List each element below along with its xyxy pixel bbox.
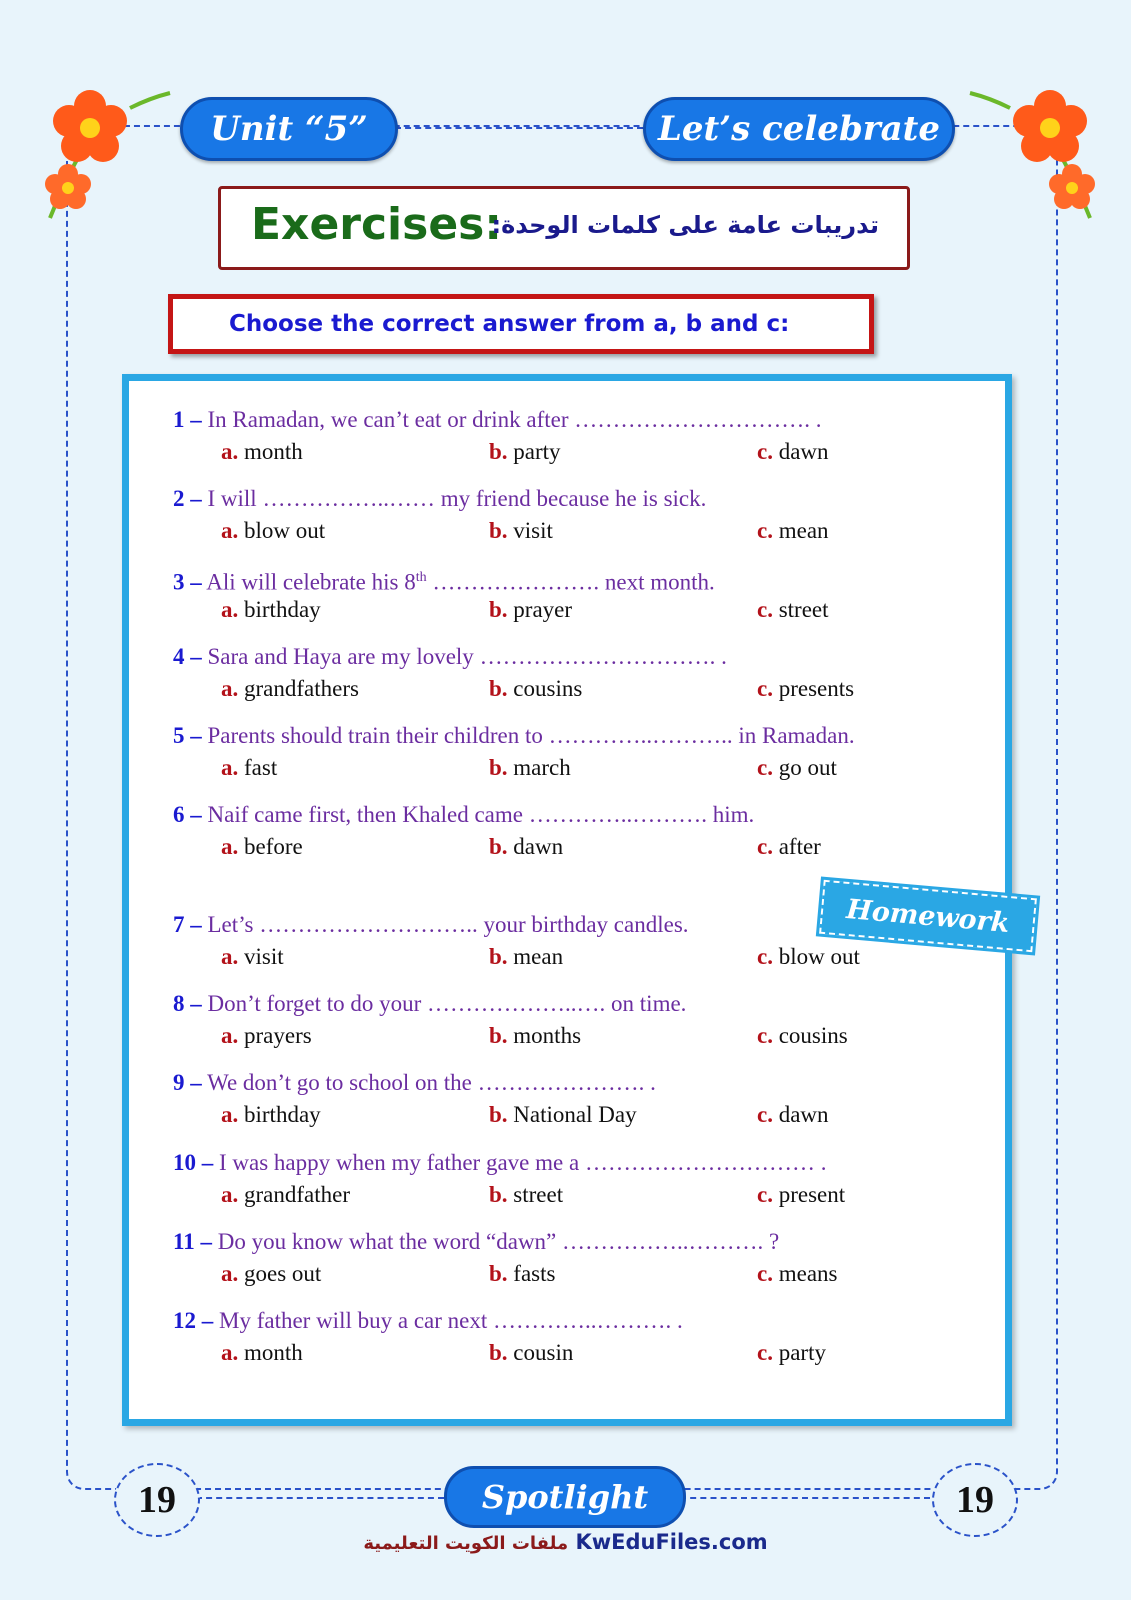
option-letter: a. bbox=[221, 1261, 239, 1286]
answer-blank[interactable]: …………………………. . bbox=[574, 407, 822, 432]
options-row bbox=[173, 834, 973, 868]
option-a[interactable] bbox=[221, 755, 277, 781]
option-letter: c. bbox=[757, 755, 773, 780]
option-b[interactable] bbox=[489, 439, 561, 465]
option-letter: c. bbox=[757, 597, 773, 622]
option-text: birthday bbox=[244, 597, 321, 622]
question-number: 2 – bbox=[173, 486, 202, 511]
option-text: cousins bbox=[513, 676, 583, 701]
footer-divider-right bbox=[680, 1497, 930, 1499]
answer-blank[interactable]: …………………. bbox=[426, 569, 605, 595]
question-text bbox=[173, 1227, 973, 1257]
options-row bbox=[173, 1340, 973, 1374]
option-text: mean bbox=[778, 518, 829, 543]
answer-blank[interactable]: ……………………….. bbox=[259, 912, 484, 937]
option-letter: b. bbox=[489, 676, 508, 701]
option-letter: b. bbox=[489, 518, 508, 543]
question-stem: My father will buy a car next bbox=[213, 1308, 493, 1333]
option-b[interactable] bbox=[489, 1340, 573, 1366]
question-stem: Let’s bbox=[201, 912, 260, 937]
option-b[interactable] bbox=[489, 1182, 563, 1208]
question-number: 5 – bbox=[173, 723, 202, 748]
option-text: means bbox=[778, 1261, 838, 1286]
answer-blank[interactable]: …………………. . bbox=[477, 1070, 656, 1095]
option-letter: b. bbox=[489, 439, 508, 464]
option-a[interactable] bbox=[221, 597, 321, 623]
question-stem-end: in Ramadan. bbox=[738, 723, 855, 748]
option-letter: c. bbox=[757, 834, 773, 859]
option-text: party bbox=[778, 1340, 826, 1365]
option-text: before bbox=[244, 834, 303, 859]
options-row bbox=[173, 1182, 973, 1216]
option-letter: c. bbox=[757, 676, 773, 701]
option-letter: a. bbox=[221, 518, 239, 543]
options-row bbox=[173, 518, 973, 552]
flower-decoration-right-icon bbox=[960, 78, 1110, 228]
option-b[interactable] bbox=[489, 1261, 555, 1287]
option-text: dawn bbox=[778, 1102, 829, 1127]
question-number: 7 – bbox=[173, 912, 202, 937]
question-text bbox=[173, 721, 973, 751]
option-c[interactable] bbox=[757, 1182, 845, 1208]
option-letter: c. bbox=[757, 1261, 773, 1286]
option-text: prayer bbox=[513, 597, 573, 622]
option-a[interactable] bbox=[221, 1023, 312, 1049]
option-letter: a. bbox=[221, 944, 239, 969]
footer-site-arabic: ملفات الكويت التعليمية bbox=[363, 1533, 569, 1554]
option-text: month bbox=[244, 1340, 303, 1365]
option-text: dawn bbox=[513, 834, 564, 859]
option-text: National Day bbox=[513, 1102, 637, 1127]
option-text: goes out bbox=[244, 1261, 322, 1286]
question-stem-end: your birthday candles. bbox=[483, 912, 689, 937]
option-text: visit bbox=[244, 944, 284, 969]
option-a[interactable] bbox=[221, 1261, 321, 1287]
question-item bbox=[173, 1148, 973, 1216]
option-c[interactable] bbox=[757, 597, 829, 623]
question-item bbox=[173, 405, 973, 473]
option-b[interactable] bbox=[489, 944, 563, 970]
unit-label: Unit “5” bbox=[180, 97, 398, 161]
option-letter: c. bbox=[757, 1102, 773, 1127]
option-c[interactable] bbox=[757, 1261, 837, 1287]
question-item bbox=[173, 484, 973, 552]
option-letter: b. bbox=[489, 1261, 508, 1286]
option-a[interactable] bbox=[221, 1340, 303, 1366]
question-number: 9 – bbox=[173, 1070, 202, 1095]
question-text bbox=[173, 1306, 973, 1336]
options-row bbox=[173, 1023, 973, 1057]
question-item bbox=[173, 642, 973, 710]
options-row bbox=[173, 676, 973, 710]
option-letter: c. bbox=[757, 439, 773, 464]
option-text: grandfathers bbox=[244, 676, 359, 701]
footer-site[interactable] bbox=[0, 1530, 1131, 1554]
question-text bbox=[173, 1148, 973, 1178]
option-b[interactable] bbox=[489, 755, 571, 781]
question-stem-end: him. bbox=[712, 802, 755, 827]
option-text: fast bbox=[244, 755, 278, 780]
question-number: 10 – bbox=[173, 1150, 214, 1175]
question-stem-end: next month. bbox=[604, 569, 715, 595]
option-letter: b. bbox=[489, 597, 508, 622]
question-text bbox=[173, 642, 973, 672]
option-c[interactable] bbox=[757, 1102, 829, 1128]
option-b[interactable] bbox=[489, 597, 572, 623]
option-text: prayers bbox=[244, 1023, 312, 1048]
ordinal-suffix: th bbox=[415, 570, 427, 585]
option-b[interactable] bbox=[489, 518, 553, 544]
question-number: 6 – bbox=[173, 802, 202, 827]
question-item bbox=[173, 563, 973, 631]
option-letter: b. bbox=[489, 1340, 508, 1365]
option-letter: a. bbox=[221, 1102, 239, 1127]
option-letter: a. bbox=[221, 1340, 239, 1365]
question-item bbox=[173, 1227, 973, 1295]
homework-badge: Homework bbox=[819, 880, 1037, 952]
question-number: 11 – bbox=[173, 1229, 212, 1254]
question-stem: Do you know what the word “dawn” bbox=[211, 1229, 563, 1254]
option-letter: b. bbox=[489, 1023, 508, 1048]
option-letter: b. bbox=[489, 834, 508, 859]
flower-decoration-left-icon bbox=[30, 78, 180, 228]
question-text bbox=[173, 405, 973, 435]
option-text: mean bbox=[513, 944, 564, 969]
footer-site-url[interactable]: KwEduFiles.com bbox=[575, 1530, 768, 1554]
question-stem: Sara and Haya are my lovely bbox=[201, 644, 480, 669]
question-item bbox=[173, 989, 973, 1057]
footer-divider-left bbox=[196, 1497, 444, 1499]
answer-blank[interactable]: ……………..………. ? bbox=[562, 1229, 780, 1254]
question-text bbox=[173, 1068, 973, 1098]
question-stem: Don’t forget to do your bbox=[201, 991, 428, 1016]
option-c[interactable] bbox=[757, 834, 821, 860]
option-text: blow out bbox=[778, 944, 860, 969]
answer-blank[interactable]: ……………..…… bbox=[262, 486, 441, 511]
option-letter: a. bbox=[221, 439, 239, 464]
option-text: visit bbox=[513, 518, 553, 543]
header-divider bbox=[395, 127, 643, 129]
option-text: dawn bbox=[778, 439, 829, 464]
question-number: 4 – bbox=[173, 644, 202, 669]
question-text bbox=[173, 800, 973, 830]
answer-blank[interactable]: ………………..…. bbox=[427, 991, 612, 1016]
option-text: blow out bbox=[244, 518, 326, 543]
option-c[interactable] bbox=[757, 1023, 848, 1049]
question-stem: I was happy when my father gave me a bbox=[213, 1150, 585, 1175]
question-item bbox=[173, 1306, 973, 1374]
option-text: grandfather bbox=[244, 1182, 350, 1207]
option-letter: a. bbox=[221, 597, 239, 622]
question-number: 3 – bbox=[173, 569, 202, 595]
answer-blank[interactable]: ………………………… . bbox=[584, 1150, 827, 1175]
question-number: 1 – bbox=[173, 407, 202, 432]
option-b[interactable] bbox=[489, 834, 563, 860]
option-c[interactable] bbox=[757, 1340, 826, 1366]
question-stem: Naif came first, then Khaled came bbox=[201, 802, 529, 827]
question-item bbox=[173, 1068, 973, 1136]
question-item bbox=[173, 800, 973, 868]
instruction-text: Choose the correct answer from a, b and c: bbox=[229, 311, 790, 337]
option-letter: a. bbox=[221, 755, 239, 780]
option-text: party bbox=[513, 439, 561, 464]
option-b[interactable] bbox=[489, 1023, 581, 1049]
option-letter: b. bbox=[489, 1182, 508, 1207]
option-text: presents bbox=[778, 676, 855, 701]
options-row bbox=[173, 1102, 973, 1136]
question-stem: Parents should train their children to bbox=[201, 723, 549, 748]
exercises-title: Exercises: bbox=[251, 199, 502, 250]
page-number-right: 19 bbox=[932, 1463, 1018, 1537]
option-text: month bbox=[244, 439, 303, 464]
options-row bbox=[173, 439, 973, 473]
page-number-left: 19 bbox=[114, 1463, 200, 1537]
options-row bbox=[173, 1261, 973, 1295]
question-text bbox=[173, 484, 973, 514]
option-letter: b. bbox=[489, 1102, 508, 1127]
option-letter: c. bbox=[757, 944, 773, 969]
option-letter: a. bbox=[221, 1023, 239, 1048]
option-c[interactable] bbox=[757, 676, 854, 702]
question-stem: In Ramadan, we can’t eat or drink after bbox=[201, 407, 575, 432]
option-b[interactable] bbox=[489, 676, 582, 702]
option-letter: b. bbox=[489, 755, 508, 780]
option-c[interactable] bbox=[757, 755, 837, 781]
option-text: birthday bbox=[244, 1102, 321, 1127]
question-stem-end: my friend because he is sick. bbox=[440, 486, 707, 511]
question-item bbox=[173, 721, 973, 789]
option-letter: c. bbox=[757, 1023, 773, 1048]
option-text: after bbox=[778, 834, 821, 859]
question-text bbox=[173, 563, 973, 593]
option-a[interactable] bbox=[221, 518, 325, 544]
answer-blank[interactable]: …………..………. . bbox=[493, 1308, 683, 1333]
question-stem: We don’t go to school on the bbox=[201, 1070, 478, 1095]
option-text: months bbox=[513, 1023, 582, 1048]
option-letter: b. bbox=[489, 944, 508, 969]
option-a[interactable] bbox=[221, 1102, 321, 1128]
option-a[interactable] bbox=[221, 1182, 350, 1208]
option-b[interactable] bbox=[489, 1102, 637, 1128]
option-text: street bbox=[513, 1182, 564, 1207]
option-text: cousin bbox=[513, 1340, 574, 1365]
option-letter: a. bbox=[221, 834, 239, 859]
option-text: street bbox=[778, 597, 829, 622]
option-a[interactable] bbox=[221, 676, 359, 702]
option-letter: a. bbox=[221, 676, 239, 701]
question-stem-end: on time. bbox=[611, 991, 687, 1016]
option-text: march bbox=[513, 755, 571, 780]
option-text: present bbox=[778, 1182, 846, 1207]
question-text bbox=[173, 989, 973, 1019]
option-a[interactable] bbox=[221, 439, 303, 465]
options-row bbox=[173, 597, 973, 631]
question-number: 12 – bbox=[173, 1308, 214, 1333]
exercises-arabic-title: تدريبات عامة على كلمات الوحدة: bbox=[491, 211, 879, 239]
option-text: fasts bbox=[513, 1261, 556, 1286]
exercises-banner bbox=[218, 186, 910, 270]
option-c[interactable] bbox=[757, 439, 829, 465]
answer-blank[interactable]: …………………………. . bbox=[479, 644, 727, 669]
instruction-box bbox=[168, 294, 874, 354]
option-letter: a. bbox=[221, 1182, 239, 1207]
option-letter: c. bbox=[757, 1182, 773, 1207]
unit-title: Let’s celebrate bbox=[643, 97, 955, 161]
answer-blank[interactable]: …………..……….. bbox=[548, 723, 739, 748]
option-text: go out bbox=[778, 755, 837, 780]
option-c[interactable] bbox=[757, 518, 829, 544]
answer-blank[interactable]: …………..………. bbox=[528, 802, 713, 827]
option-letter: c. bbox=[757, 1340, 773, 1365]
option-letter: c. bbox=[757, 518, 773, 543]
option-a[interactable] bbox=[221, 944, 284, 970]
options-row bbox=[173, 755, 973, 789]
option-text: cousins bbox=[778, 1023, 848, 1048]
option-a[interactable] bbox=[221, 834, 303, 860]
question-stem: I will bbox=[201, 486, 263, 511]
question-stem: Ali will celebrate his 8 bbox=[201, 569, 416, 595]
series-title: Spotlight bbox=[444, 1466, 686, 1528]
options-row bbox=[173, 944, 973, 978]
option-c[interactable] bbox=[757, 944, 860, 970]
question-number: 8 – bbox=[173, 991, 202, 1016]
